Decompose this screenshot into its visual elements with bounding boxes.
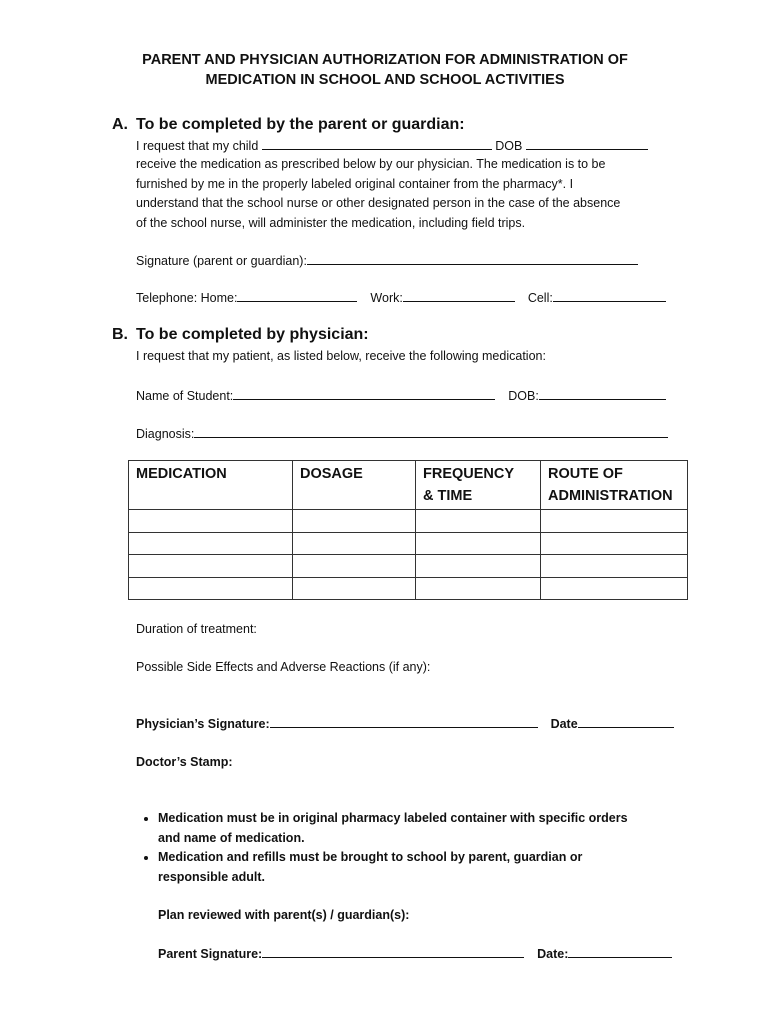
table-cell[interactable]	[541, 532, 688, 555]
section-a-title: To be completed by the parent or guardian:	[136, 116, 465, 133]
table-row	[129, 532, 688, 555]
child-dob-label: DOB	[495, 139, 523, 153]
doctor-stamp-label: Doctor’s Stamp:	[136, 755, 233, 769]
table-cell[interactable]	[129, 510, 293, 533]
physician-date-label: Date	[550, 717, 578, 731]
medication-table-header	[129, 461, 688, 510]
table-row	[129, 577, 688, 600]
authorization-paragraph	[136, 155, 620, 233]
paragraph-line: receive the medication as prescribed below by our physician. The medication is to be	[136, 157, 606, 171]
header-frequency: FREQUENCY & TIME	[416, 461, 541, 510]
student-name-label: Name of Student:	[136, 389, 234, 403]
parent-final-signature-field[interactable]	[262, 944, 524, 958]
table-cell[interactable]	[293, 510, 416, 533]
table-cell[interactable]	[541, 555, 688, 578]
physician-intro: I request that my patient, as listed below, receive the following medication:	[136, 349, 546, 363]
notes-list	[132, 809, 698, 887]
home-phone-field[interactable]	[237, 288, 357, 302]
work-phone-label: Work:	[370, 291, 403, 305]
table-cell[interactable]	[416, 577, 541, 600]
telephone-row	[136, 288, 666, 309]
student-dob-field[interactable]	[539, 386, 666, 400]
diagnosis-row	[136, 424, 668, 445]
duration-label: Duration of treatment:	[136, 622, 257, 636]
section-b-title: To be completed by physician:	[136, 326, 369, 343]
section-b-letter: B.	[112, 326, 128, 343]
physician-signature-label: Physician’s Signature:	[136, 717, 270, 731]
paragraph-line: of the school nurse, will administer the medication, including field trips.	[136, 215, 526, 230]
work-phone-field[interactable]	[403, 288, 515, 302]
parent-final-signature-label: Parent Signature:	[158, 947, 263, 961]
header-route: ROUTE OF ADMINISTRATION	[541, 461, 688, 510]
paragraph-line: furnished by me in the properly labeled original container from the pharmacy*. I	[136, 176, 574, 191]
section-a-heading	[112, 116, 465, 134]
parent-signature-label: Signature (parent or guardian):	[136, 254, 307, 268]
medication-table	[128, 460, 688, 600]
paragraph-line: understand that the school nurse or other designated person in the case of the absence	[136, 196, 621, 210]
physician-date-field[interactable]	[578, 714, 674, 728]
child-request-line	[136, 136, 648, 157]
header-dosage: DOSAGE	[293, 461, 416, 510]
parent-final-signature-row	[158, 944, 672, 965]
parent-signature-field[interactable]	[307, 251, 638, 265]
physician-signature-row	[136, 714, 674, 735]
table-cell[interactable]	[129, 532, 293, 555]
child-request-label: I request that my child	[136, 139, 259, 153]
table-cell[interactable]	[293, 532, 416, 555]
list-item: • Medication must be in original pharmacy labeled container with specific orders and name of medication.	[158, 809, 698, 848]
cell-phone-field[interactable]	[553, 288, 666, 302]
child-dob-field[interactable]	[526, 136, 648, 150]
home-phone-label: Telephone: Home:	[136, 291, 238, 305]
header-medication: MEDICATION	[129, 461, 293, 510]
table-row	[129, 555, 688, 578]
table-cell[interactable]	[541, 510, 688, 533]
table-cell[interactable]	[416, 532, 541, 555]
student-row	[136, 386, 666, 407]
student-dob-label: DOB:	[508, 389, 539, 403]
list-item: • Medication and refills must be brought to school by parent, guardian or responsible adult.	[158, 848, 698, 887]
diagnosis-field[interactable]	[194, 424, 668, 438]
child-name-field[interactable]	[262, 136, 492, 150]
form-title-line2: MEDICATION IN SCHOOL AND SCHOOL ACTIVITIES	[205, 72, 565, 88]
table-cell[interactable]	[416, 510, 541, 533]
physician-signature-field[interactable]	[270, 714, 538, 728]
table-cell[interactable]	[293, 577, 416, 600]
table-cell[interactable]	[129, 555, 293, 578]
form-title-line1: PARENT AND PHYSICIAN AUTHORIZATION FOR ADMINISTRATION OF	[142, 52, 628, 68]
plan-reviewed-label: Plan reviewed with parent(s) / guardian(s):	[158, 908, 410, 922]
diagnosis-label: Diagnosis:	[136, 427, 195, 441]
section-b-heading	[112, 326, 369, 344]
section-a-letter: A.	[112, 116, 128, 133]
table-cell[interactable]	[416, 555, 541, 578]
table-cell[interactable]	[129, 577, 293, 600]
table-row	[129, 510, 688, 533]
parent-final-date-label: Date:	[537, 947, 569, 961]
table-cell[interactable]	[293, 555, 416, 578]
side-effects-label: Possible Side Effects and Adverse Reactions (if any):	[136, 660, 431, 674]
parent-final-date-field[interactable]	[568, 944, 672, 958]
student-name-field[interactable]	[233, 386, 495, 400]
cell-phone-label: Cell:	[527, 291, 553, 305]
table-cell[interactable]	[541, 577, 688, 600]
parent-signature-row	[136, 251, 638, 272]
